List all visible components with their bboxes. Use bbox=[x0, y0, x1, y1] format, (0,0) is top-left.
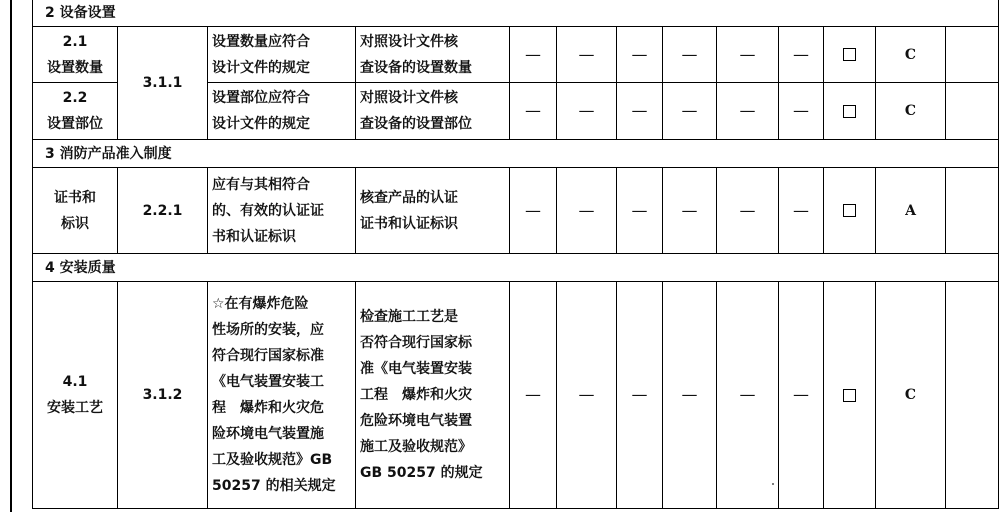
requirement-cell: 设置数量应符合 设计文件的规定 bbox=[208, 27, 356, 83]
checkbox[interactable] bbox=[843, 389, 856, 402]
result-cell: — bbox=[510, 83, 557, 140]
section-row bbox=[33, 140, 999, 168]
requirement-cell: 设置部位应符合 设计文件的规定 bbox=[208, 83, 356, 140]
result-cell: — bbox=[510, 27, 557, 83]
remark-cell bbox=[946, 83, 999, 140]
section-row bbox=[33, 0, 999, 27]
clause-cell: 3.1.1 bbox=[118, 27, 208, 140]
result-cell: — bbox=[663, 282, 717, 509]
section-title: 4 安装质量 bbox=[33, 254, 999, 282]
result-cell: — bbox=[663, 168, 717, 254]
result-cell: — bbox=[557, 282, 617, 509]
checkbox-cell[interactable] bbox=[824, 27, 876, 83]
section-row bbox=[33, 254, 999, 282]
item-cell bbox=[33, 282, 118, 509]
scan-speck bbox=[772, 483, 774, 485]
remark-cell bbox=[946, 282, 999, 509]
item-cell bbox=[33, 27, 118, 83]
result-cell: — bbox=[779, 168, 824, 254]
result-cell: — bbox=[717, 83, 779, 140]
checkbox-cell[interactable] bbox=[824, 83, 876, 140]
result-cell: — bbox=[663, 83, 717, 140]
item-name: 标识 bbox=[61, 215, 89, 232]
result-cell: — bbox=[557, 83, 617, 140]
item-number: 4.1 bbox=[62, 374, 88, 390]
result-cell: — bbox=[557, 27, 617, 83]
table-row bbox=[33, 282, 999, 509]
result-cell: — bbox=[779, 282, 824, 509]
item-number: 2.1 bbox=[62, 33, 88, 50]
result-cell: — bbox=[617, 83, 663, 140]
result-cell: — bbox=[779, 27, 824, 83]
result-cell: — bbox=[557, 168, 617, 254]
result-cell: — bbox=[617, 168, 663, 254]
requirement-cell: 应有与其相符合 的、有效的认证证 书和认证标识 bbox=[208, 168, 356, 254]
grade-cell: C bbox=[876, 83, 946, 140]
check-method-cell: 对照设计文件核 查设备的设置数量 bbox=[356, 27, 510, 83]
section-title: 2 设备设置 bbox=[33, 0, 999, 27]
item-number: 2.2 bbox=[62, 90, 88, 106]
grade-cell: C bbox=[876, 282, 946, 509]
result-cell: — bbox=[617, 282, 663, 509]
item-cell bbox=[33, 168, 118, 254]
check-method-cell: 对照设计文件核 查设备的设置部位 bbox=[356, 83, 510, 140]
result-cell: — bbox=[717, 27, 779, 83]
clause-cell: 3.1.2 bbox=[118, 282, 208, 509]
grade-cell: C bbox=[876, 27, 946, 83]
item-name: 设置数量 bbox=[47, 59, 103, 76]
result-cell: — bbox=[617, 27, 663, 83]
checkbox-cell[interactable] bbox=[824, 168, 876, 254]
result-cell: — bbox=[663, 27, 717, 83]
grade-cell: A bbox=[876, 168, 946, 254]
item-name: 设置部位 bbox=[47, 116, 103, 132]
table-row bbox=[33, 27, 999, 83]
result-cell: — bbox=[779, 83, 824, 140]
remark-cell bbox=[946, 27, 999, 83]
requirement-cell: ☆在有爆炸危险 性场所的安装，应 符合现行国家标准 《电气装置安装工 程 爆炸和火灾危 险环境电气装置施 工及验收规范》GB 50257 的相关规定 bbox=[208, 282, 356, 509]
check-method-cell: 检查施工工艺是 否符合现行国家标 准《电气装置安装 工程 爆炸和火灾 危险环境电气装置 施工及验收规范》 GB 50257 的规定 bbox=[356, 282, 510, 509]
inspection-table bbox=[32, 0, 999, 509]
result-cell: — bbox=[510, 168, 557, 254]
checkbox-cell[interactable] bbox=[824, 282, 876, 509]
checkbox[interactable] bbox=[843, 105, 856, 118]
clause-cell: 2.2.1 bbox=[118, 168, 208, 254]
section-title: 3 消防产品准入制度 bbox=[33, 140, 999, 168]
checkbox[interactable] bbox=[843, 48, 856, 61]
checkbox[interactable] bbox=[843, 204, 856, 217]
check-method-cell: 核查产品的认证 证书和认证标识 bbox=[356, 168, 510, 254]
remark-cell bbox=[946, 168, 999, 254]
page-left-border bbox=[10, 0, 12, 512]
table-row bbox=[33, 168, 999, 254]
item-name: 安装工艺 bbox=[47, 400, 103, 416]
result-cell: — bbox=[717, 282, 779, 509]
item-cell bbox=[33, 83, 118, 140]
result-cell: — bbox=[717, 168, 779, 254]
item-name: 证书和 bbox=[54, 189, 96, 206]
result-cell: — bbox=[510, 282, 557, 509]
